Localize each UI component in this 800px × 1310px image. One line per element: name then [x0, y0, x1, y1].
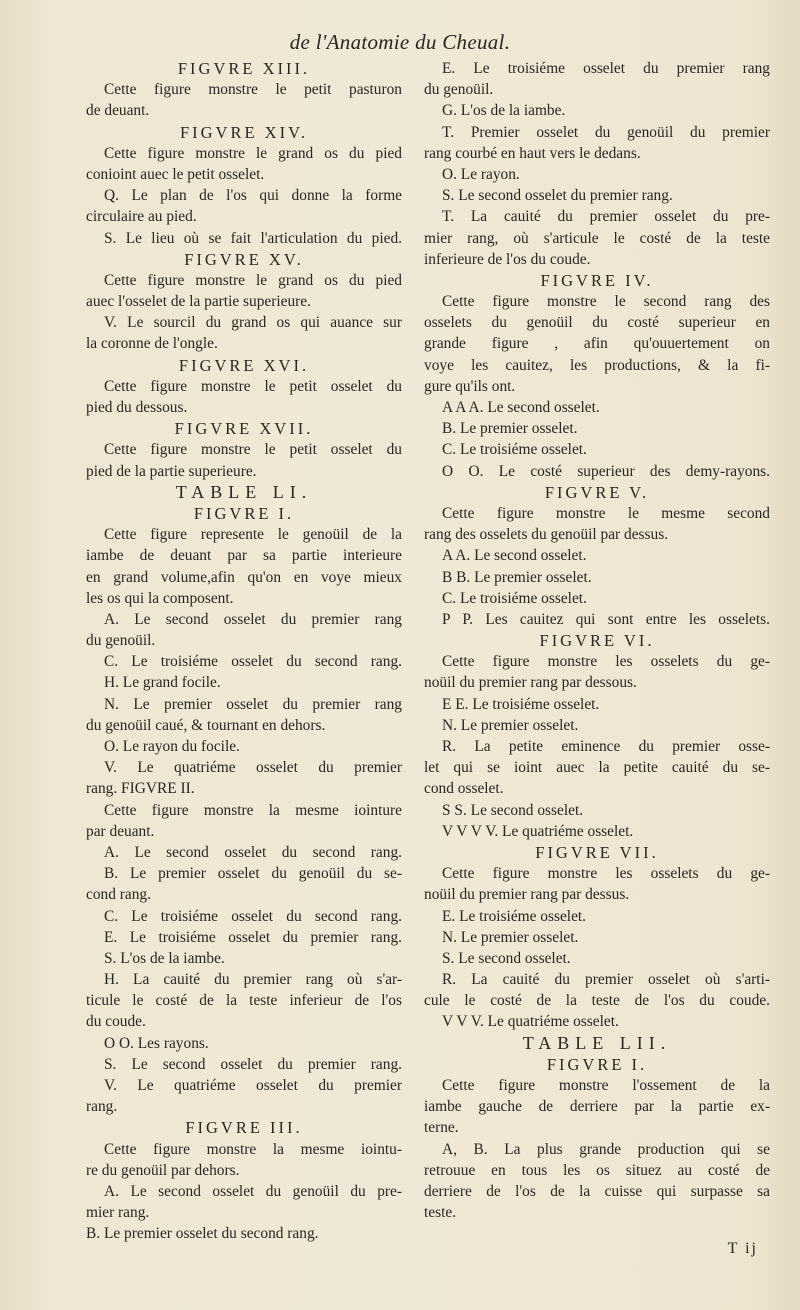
- text-line: Cette figure monstre les osselets du ge-: [442, 865, 770, 883]
- text-line: terne.: [424, 1119, 459, 1137]
- text-line: Cette figure monstre la mesme iointure: [104, 801, 402, 819]
- text-line: Cette figure represente le genoüil de la: [104, 526, 402, 544]
- text-line: O. Le rayon.: [442, 165, 520, 183]
- text-line: circulaire au pied.: [86, 208, 197, 226]
- text-line: S. Le second osselet du premier rang.: [104, 1055, 402, 1073]
- text-line: Cette figure monstre le second rang des: [442, 293, 770, 311]
- text-line: O. Le rayon du focile.: [104, 738, 240, 755]
- text-line: inferieure de l'os du coude.: [424, 250, 591, 268]
- text-line: cond osselet.: [424, 780, 504, 798]
- text-line: en grand volume,afin qu'on en voye mieux: [86, 568, 402, 586]
- text-line: Cette figure monstre le petit osselet du: [104, 441, 402, 459]
- text-line: Q. Le plan de l'os qui donne la forme: [104, 187, 402, 205]
- text-line: E E. Le troisiéme osselet.: [442, 695, 600, 713]
- text-line: A. Le second osselet du second rang.: [104, 843, 402, 861]
- section-heading: FIGVRE III.: [185, 1118, 303, 1138]
- text-line: pied du dessous.: [86, 399, 188, 416]
- text-line: conioint auec le petit osselet.: [86, 165, 265, 183]
- text-line: mier rang, où s'articule le costé de la teste: [424, 229, 770, 247]
- text-line: gure qu'ils ont.: [424, 377, 516, 395]
- text-line: O O. Le costé superieur des demy-rayons.: [442, 462, 770, 480]
- text-line: A A A. Le second osselet.: [442, 399, 600, 416]
- text-line: A. Le second osselet du premier rang: [104, 610, 402, 628]
- text-line: V V V V. Le quatriéme osselet.: [442, 822, 634, 840]
- text-line: S. L'os de la iambe.: [104, 949, 225, 967]
- text-line: de deuant.: [86, 102, 150, 120]
- text-line: re du genoüil par dehors.: [86, 1161, 240, 1179]
- section-heading: FIGVRE I.: [193, 503, 295, 523]
- section-heading: FIGVRE XVI.: [178, 355, 310, 375]
- section-heading: FIGVRE XV.: [184, 249, 304, 269]
- text-line: V. Le quatriéme osselet du premier: [104, 1077, 402, 1094]
- text-line: let qui se ioint auec la petite cauité du se-: [424, 759, 770, 777]
- section-heading: FIGVRE XVII.: [174, 419, 314, 439]
- text-line: noüil du premier rang par dessus.: [424, 886, 630, 904]
- left-column: [86, 58, 402, 1245]
- text-line: teste.: [424, 1204, 457, 1222]
- section-heading: FIGVRE VI.: [539, 631, 655, 651]
- section-heading: TABLE LII.: [522, 1032, 672, 1053]
- text-line: E. Le troisiéme osselet du premier rang: [442, 60, 770, 77]
- text-line: grande figure , afin qu'ouuertement on: [424, 335, 770, 353]
- text-line: du coude.: [86, 1013, 146, 1031]
- text-line: auec l'osselet de la partie superieure.: [86, 293, 311, 311]
- text-line: C. Le troisiéme osselet.: [442, 441, 587, 459]
- text-line: B B. Le premier osselet.: [442, 568, 592, 586]
- text-line: N. Le premier osselet du premier rang: [104, 695, 402, 713]
- text-line: R. La petite eminence du premier osse-: [442, 738, 770, 755]
- text-line: mier rang.: [86, 1204, 150, 1222]
- section-heading: FIGVRE XIII.: [177, 59, 311, 78]
- text-line: H. La cauité du premier rang où s'ar-: [104, 971, 402, 989]
- text-line: rang. FIGVRE II.: [86, 780, 195, 798]
- text-line: T. Premier osselet du genoüil du premier: [442, 123, 770, 141]
- text-line: les os qui la composent.: [86, 589, 234, 607]
- text-line: noüil du premier rang par dessous.: [424, 674, 637, 692]
- text-line: C. Le troisiéme osselet du second rang.: [104, 653, 402, 671]
- right-column: [424, 58, 770, 1223]
- text-line: Cette figure monstre le grand os du pied: [104, 144, 402, 162]
- text-line: N. Le premier osselet.: [442, 928, 579, 946]
- text-line: A A. Le second osselet.: [442, 547, 587, 565]
- text-line: E. Le troisiéme osselet du premier rang.: [104, 928, 402, 946]
- text-line: S S. Le second osselet.: [442, 801, 584, 819]
- text-line: cond rang.: [86, 886, 151, 904]
- text-line: Cette figure monstre les osselets du ge-: [442, 653, 770, 671]
- text-line: C. Le troisiéme osselet du second rang.: [104, 907, 402, 925]
- text-line: Cette figure monstre le mesme second: [442, 504, 770, 522]
- text-line: T. La cauité du premier osselet du pre-: [442, 208, 770, 226]
- text-line: iambe de deuant par sa partie interieure: [86, 547, 402, 565]
- text-line: du genoüil.: [86, 632, 156, 650]
- section-heading: FIGVRE IV.: [540, 270, 654, 290]
- text-line: S. Le second osselet.: [442, 949, 571, 967]
- text-line: O O. Les rayons.: [104, 1034, 209, 1052]
- text-line: iambe gauche de derriere par la partie ex-: [424, 1098, 770, 1116]
- text-line: rang des osselets du genoüil par dessus.: [424, 526, 669, 544]
- section-heading: FIGVRE VII.: [535, 842, 659, 862]
- text-line: B. Le premier osselet.: [442, 420, 578, 438]
- text-line: G. L'os de la iambe.: [442, 102, 566, 120]
- text-line: V. Le quatriéme osselet du premier: [104, 759, 402, 777]
- text-line: N. Le premier osselet.: [442, 716, 579, 734]
- text-line: S. Le second osselet du premier rang.: [442, 187, 673, 205]
- text-line: rang.: [86, 1098, 118, 1116]
- text-line: du genoüil.: [424, 81, 494, 99]
- text-line: osselets du genoüil du costé superieur en: [424, 314, 770, 332]
- section-heading: FIGVRE I.: [546, 1054, 648, 1074]
- section-heading: TABLE LI.: [175, 481, 313, 502]
- text-line: A, B. La plus grande production qui se: [442, 1140, 770, 1158]
- text-line: cule le costé de la teste de l'os du coude.: [424, 992, 770, 1010]
- text-line: S. Le lieu où se fait l'articulation du pied.: [104, 229, 402, 247]
- text-line: retrouue en tous les os situez au costé de: [424, 1161, 770, 1179]
- text-line: Cette figure monstre la mesme iointu-: [104, 1140, 402, 1158]
- text-line: E. Le troisiéme osselet.: [442, 907, 587, 925]
- text-line: A. Le second osselet du genoüil du pre-: [104, 1182, 402, 1200]
- text-line: V V V. Le quatriéme osselet.: [442, 1013, 619, 1031]
- text-line: par deuant.: [86, 822, 155, 840]
- text-line: rang courbé en haut vers le dedans.: [424, 144, 641, 162]
- section-heading: FIGVRE V.: [544, 482, 650, 502]
- text-line: V. Le sourcil du grand os qui auance sur: [104, 314, 402, 332]
- section-heading: FIGVRE XIV.: [179, 122, 309, 142]
- text-line: Cette figure monstre l'ossement de la: [442, 1077, 770, 1094]
- text-line: voye les cauitez, les productions, & la fi-: [424, 356, 770, 374]
- text-line: du genoüil caué, & tournant en dehors.: [86, 716, 326, 734]
- text-line: C. Le troisiéme osselet.: [442, 589, 587, 607]
- text-line: derriere de l'os de la cuisse qui surpasse sa: [424, 1182, 770, 1200]
- text-line: H. Le grand focile.: [104, 674, 221, 692]
- text-line: pied de la partie superieure.: [86, 462, 257, 480]
- text-line: la coronne de l'ongle.: [86, 335, 218, 353]
- signature-mark: T ij: [727, 1240, 758, 1257]
- text-line: B. Le premier osselet du genoüil du se-: [104, 865, 402, 883]
- text-line: Cette figure monstre le grand os du pied: [104, 271, 402, 289]
- text-line: B. Le premier osselet du second rang.: [86, 1225, 319, 1243]
- text-line: R. La cauité du premier osselet où s'arti-: [442, 971, 770, 989]
- text-line: Cette figure monstre le petit osselet du: [104, 377, 402, 395]
- text-line: P P. Les cauitez qui sont entre les osselets.: [442, 610, 770, 628]
- text-line: Cette figure monstre le petit pasturon: [104, 81, 402, 99]
- text-line: ticule le costé de la teste inferieur de l'os: [86, 992, 402, 1010]
- running-header: de l'Anatomie du Cheual.: [289, 30, 511, 54]
